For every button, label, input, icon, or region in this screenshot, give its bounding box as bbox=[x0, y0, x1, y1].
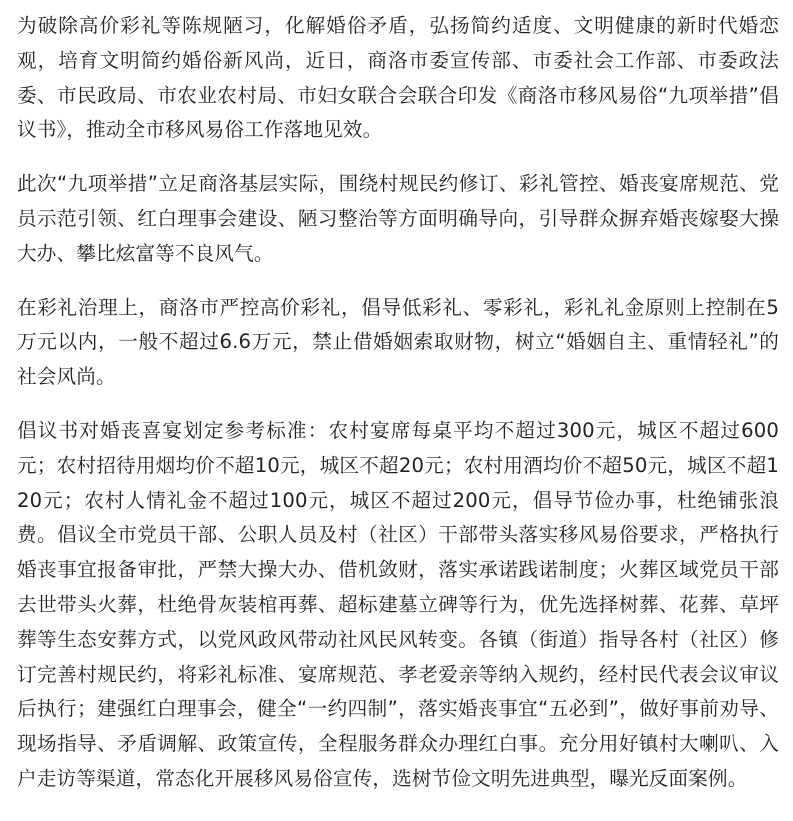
paragraph-intro: 为破除高价彩礼等陈规陋习，化解婚俗矛盾，弘扬简约适度、文明健康的新时代婚恋观，培育文明简约婚俗新风尚，近日，商洛市委宣传部、市委社会工作部、市委政法委、市民政局、市农业农村局、市妇女联合会联合印发《商洛市移风易俗“九项举措”倡议书》，推动全市移风易俗工作落地见效。 bbox=[17, 14, 779, 142]
paragraph-standards: 倡议书对婚丧喜宴划定参考标准：农村宴席每桌平均不超过300元，城区不超过600元；农村招待用烟均价不超10元，城区不超20元；农村用酒均价不超50元，城区不超120元；农村人情礼金不超过100元，城区不超过200元，倡导节俭办事，杜绝铺张浪费。倡议全市党员干部、公职人员及村（社区）干部带头落实移风易俗要求，严格执行婚丧事宜报备审批，严禁大操大办、借机敛财，落实承诺践诺制度；火葬区域党员干部去世带头火葬，杜绝骨灰装棺再葬、超标建墓立碑等行为，优先选择树葬、花葬、草坪葬等生态安葬方式，以党风政风带动社风民风转变。各镇（街道）指导各村（社区）修订完善村规民约，将彩礼标准、宴席规范、孝老爱亲等纳入规约，经村民代表会议审议后执行；建强红白理事会，健全“一约四制”，落实婚丧事宜“五必到”，做好事前劝导、现场指导、矛盾调解、政策宣传，全程服务群众办理红白事。充分用好镇村大喇叭、入户走访等渠道，常态化开展移风易俗宣传，选树节俭文明先进典型，曝光反面案例。 bbox=[17, 418, 779, 790]
paragraph-nine-measures: 此次“九项举措”立足商洛基层实际，围绕村规民约修订、彩礼管控、婚丧宴席规范、党员示范引领、红白理事会建设、陋习整治等方面明确导向，引导群众摒弃婚丧嫁娶大操大办、攀比炫富等不良风气。 bbox=[17, 172, 779, 265]
paragraph-bride-price: 在彩礼治理上，商洛市严控高价彩礼，倡导低彩礼、零彩礼，彩礼礼金原则上控制在5万元以内，一般不超过6.6万元，禁止借婚姻索取财物，树立“婚姻自主、重情轻礼”的社会风尚。 bbox=[17, 295, 779, 389]
